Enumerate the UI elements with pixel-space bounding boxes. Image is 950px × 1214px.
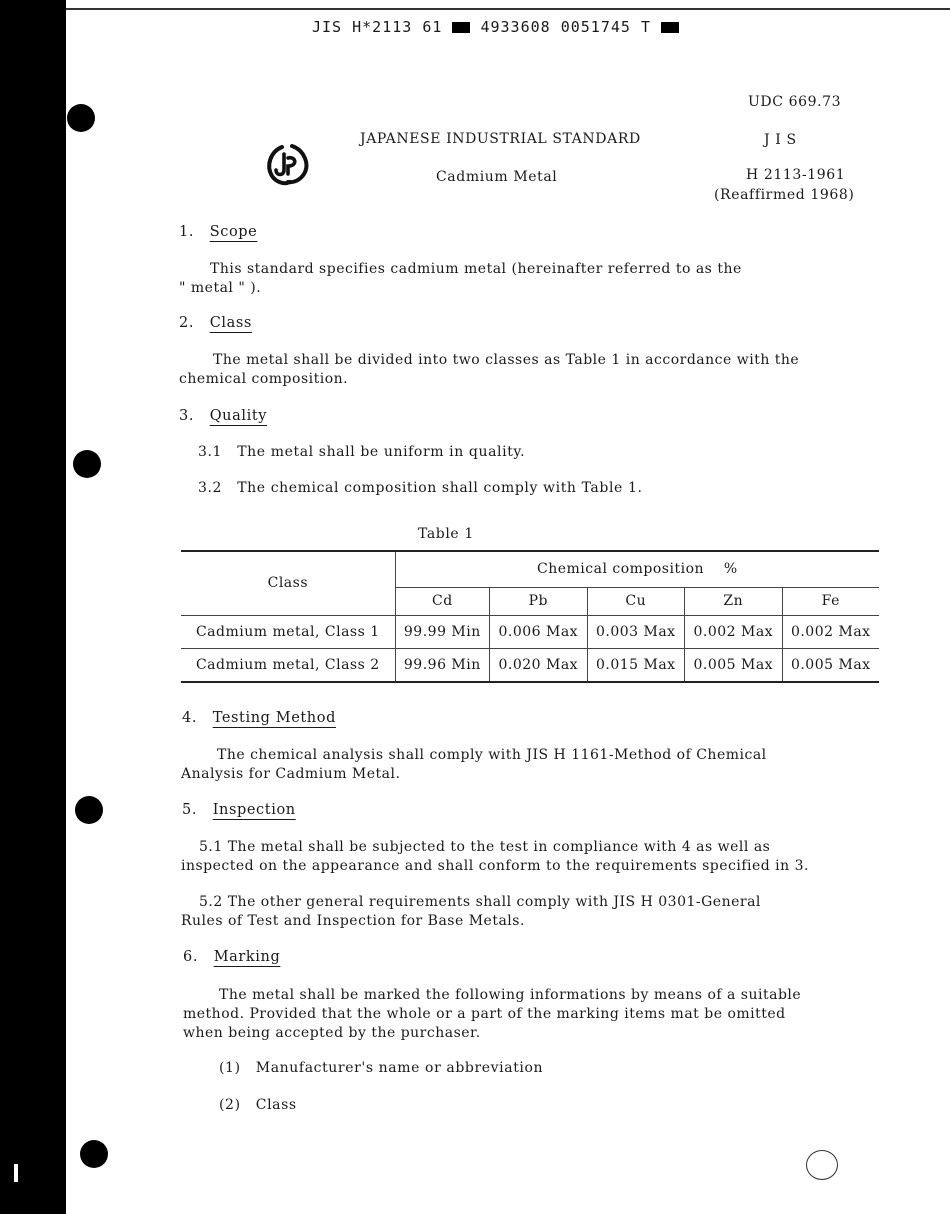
scan-binder-edge	[0, 0, 66, 1214]
section-title: Scope	[209, 224, 258, 240]
table-cell: 0.006 Max	[490, 615, 588, 648]
punch-hole	[75, 796, 103, 824]
table-row	[181, 648, 879, 682]
chemical-composition-table	[181, 550, 879, 683]
section-number: 6.	[183, 949, 199, 965]
item-number: 3.2	[198, 480, 223, 496]
marking-item-2	[219, 1097, 297, 1113]
table-header-row	[181, 551, 879, 587]
paragraph-line: The chemical analysis shall comply with JIS H 1161-Method of Chemical	[217, 747, 767, 763]
item-number: (1)	[219, 1060, 241, 1076]
table-cell: 99.96 Min	[395, 648, 489, 682]
row-class-name: Cadmium metal, Class 2	[181, 648, 395, 682]
section-title: Testing Method	[212, 710, 336, 726]
element-header-cd: Cd	[395, 587, 489, 615]
standard-number: H 2113-1961	[746, 167, 846, 183]
inspection-paragraph-5-1	[181, 838, 809, 876]
paragraph-line: method. Provided that the whole or a part of the marking items mat be omitted	[183, 1006, 786, 1022]
page-circle-mark	[806, 1150, 838, 1180]
paragraph-line: This standard specifies cadmium metal (hereinafter referred to as the	[210, 261, 742, 277]
paragraph-line: " metal " ).	[179, 280, 262, 296]
standard-title: JAPANESE INDUSTRIAL STANDARD	[360, 131, 641, 147]
paragraph-line: inspected on the appearance and shall conform to the requirements specified in 3.	[181, 858, 809, 874]
element-header-fe: Fe	[782, 587, 879, 615]
section-number: 5.	[182, 802, 198, 818]
header-code	[312, 18, 679, 36]
section-title: Marking	[213, 949, 281, 965]
testing-paragraph	[181, 746, 767, 784]
section-number: 4.	[182, 710, 198, 726]
paragraph-line: 5.1 The metal shall be subjected to the test in compliance with 4 as well as	[199, 839, 771, 855]
section-number: 3.	[179, 408, 195, 424]
marking-paragraph	[183, 986, 801, 1043]
row-class-name: Cadmium metal, Class 1	[181, 615, 395, 648]
scope-paragraph	[179, 260, 742, 298]
table-cell: 0.005 Max	[685, 648, 783, 682]
element-header-zn: Zn	[685, 587, 783, 615]
section-heading-inspection	[182, 802, 296, 818]
paragraph-line: The metal shall be marked the following informations by means of a suitable	[219, 987, 802, 1003]
punch-hole	[73, 450, 101, 478]
element-header-cu: Cu	[587, 587, 685, 615]
reaffirmed-date: (Reaffirmed 1968)	[714, 187, 855, 203]
section-number: 1.	[179, 224, 195, 240]
item-text: The chemical composition shall comply with Table 1.	[237, 480, 643, 496]
table-cell: 0.002 Max	[782, 615, 879, 648]
class-paragraph	[179, 351, 799, 389]
table-cell: 0.020 Max	[490, 648, 588, 682]
section-number: 2.	[179, 315, 195, 331]
table-cell: 0.002 Max	[685, 615, 783, 648]
table-cell: 0.015 Max	[587, 648, 685, 682]
paragraph-line: when being accepted by the purchaser.	[183, 1025, 481, 1041]
element-header-pb: Pb	[490, 587, 588, 615]
table-caption: Table 1	[418, 526, 474, 542]
document-subject: Cadmium Metal	[436, 169, 558, 185]
scan-top-rule	[66, 8, 950, 10]
inspection-paragraph-5-2	[181, 893, 761, 931]
paragraph-line: Analysis for Cadmium Metal.	[181, 766, 401, 782]
paragraph-line: 5.2 The other general requirements shall comply with JIS H 0301-General	[199, 894, 761, 910]
section-heading-scope	[179, 224, 257, 240]
section-heading-marking	[183, 949, 280, 965]
header-code-part2: 4933608 0051745 T	[480, 18, 651, 36]
paragraph-line: Rules of Test and Inspection for Base Metals.	[181, 913, 525, 929]
table-cell: 0.003 Max	[587, 615, 685, 648]
item-text: The metal shall be uniform in quality.	[237, 444, 526, 460]
table-cell: 99.99 Min	[395, 615, 489, 648]
punch-hole	[80, 1140, 108, 1168]
jis-label: J I S	[764, 132, 797, 148]
redaction-block	[661, 22, 679, 33]
table-cell: 0.005 Max	[782, 648, 879, 682]
section-title: Class	[209, 315, 252, 331]
section-heading-testing	[182, 710, 336, 726]
section-heading-class	[179, 315, 252, 331]
paragraph-line: chemical composition.	[179, 371, 349, 387]
composition-unit: %	[723, 561, 738, 578]
item-number: 3.1	[198, 444, 223, 460]
redaction-block	[452, 22, 470, 33]
item-number: (2)	[219, 1097, 241, 1113]
header-code-part1: JIS H*2113 61	[312, 18, 443, 36]
item-text: Class	[255, 1097, 297, 1113]
item-text: Manufacturer's name or abbreviation	[255, 1060, 544, 1076]
class-header-cell: Class	[181, 551, 395, 615]
section-title: Quality	[209, 408, 268, 424]
jis-logo-icon	[262, 138, 312, 188]
marking-item-1	[219, 1060, 543, 1076]
scan-mark	[14, 1164, 18, 1182]
udc-number: UDC 669.73	[748, 94, 842, 110]
composition-header-cell	[395, 551, 879, 587]
table-row	[181, 615, 879, 648]
quality-item-3-1	[198, 444, 525, 460]
section-title: Inspection	[212, 802, 296, 818]
composition-header-text: Chemical composition	[536, 561, 705, 578]
quality-item-3-2	[198, 480, 643, 496]
section-heading-quality	[179, 408, 267, 424]
punch-hole	[67, 104, 95, 132]
paragraph-line: The metal shall be divided into two classes as Table 1 in accordance with the	[213, 352, 800, 368]
